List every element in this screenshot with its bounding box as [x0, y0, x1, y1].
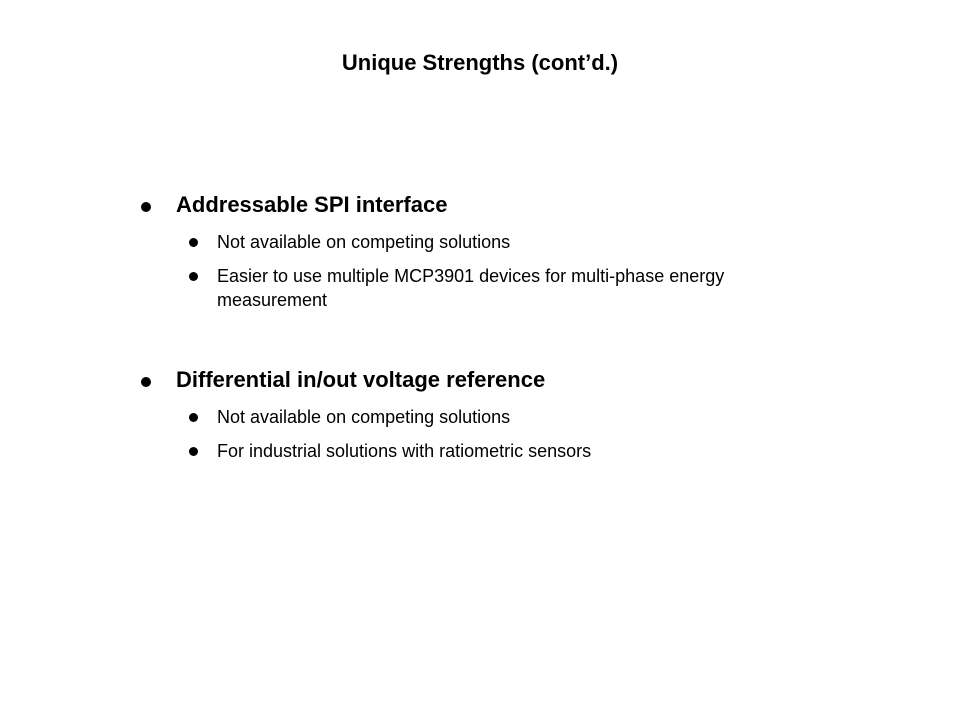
sub-bullet — [0, 230, 817, 254]
sub-bullet — [0, 405, 817, 429]
bullet-heading-text: Differential in/out voltage reference — [176, 367, 546, 392]
sub-bullet-text: Not available on competing solutions — [217, 407, 511, 427]
bullet-dot-icon — [141, 377, 151, 387]
bullet-dot-icon — [189, 447, 198, 456]
bullet-heading — [0, 192, 960, 218]
slide-title: Unique Strengths (cont’d.) — [341, 50, 619, 75]
bullet-heading — [0, 367, 960, 393]
sub-bullet-text: Easier to use multiple MCP3901 devices for multi-phase energy measurement — [217, 266, 725, 310]
sub-bullet — [0, 264, 817, 312]
sub-bullet-text: Not available on competing solutions — [217, 232, 511, 252]
bullet-dot-icon — [189, 413, 198, 422]
sub-bullet — [0, 439, 817, 463]
sub-bullet-text: For industrial solutions with ratiometric sensors — [217, 441, 592, 461]
bullet-dot-icon — [189, 272, 198, 281]
bullet-dot-icon — [141, 202, 151, 212]
bullet-section-spi — [0, 192, 960, 312]
bullet-section-voltage-reference — [0, 367, 960, 463]
bullet-heading-text: Addressable SPI interface — [176, 192, 448, 217]
bullet-dot-icon — [189, 238, 198, 247]
